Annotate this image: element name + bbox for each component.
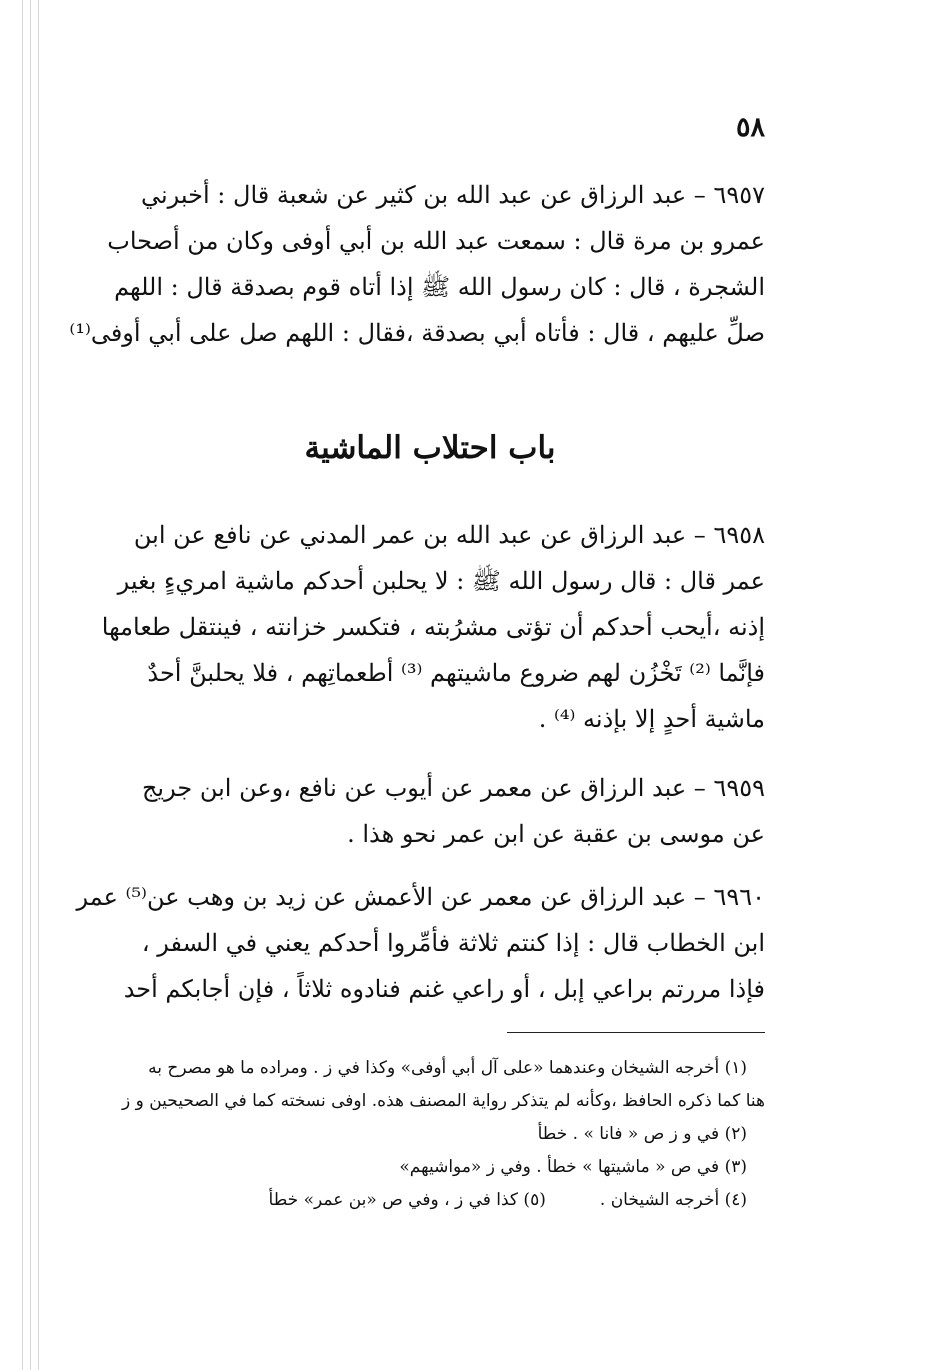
text-line: فإنَّما ⁽²⁾ تَخْزُن لهم ضروع ماشيتهم ⁽³⁾ أطعماتِهم ، فلا يحلبنَّ أحدٌ [147, 659, 765, 687]
hadith-6957 [69, 172, 765, 356]
text-line: ٦٩٥٨ – عبد الرزاق عن عبد الله بن عمر المدني عن نافع عن ابن [133, 521, 765, 549]
text-line: عمر قال : قال رسول الله ﷺ : لا يحلبن أحدكم ماشية امريءٍ بغير [117, 567, 765, 595]
hadith-6960 [76, 874, 765, 1012]
chapter-title: باب احتلاب الماشية [304, 430, 556, 466]
scan-edge-line [22, 0, 23, 1370]
text-line: عن موسى بن عقبة عن ابن عمر نحو هذا . [347, 820, 765, 848]
text-line: إذنه ،أيحب أحدكم أن تؤتى مشرُبته ، فتكسر خزانته ، فينتقل طعامها [101, 613, 765, 641]
text-line: عمرو بن مرة قال : سمعت عبد الله بن أبي أوفى وكان من أصحاب [107, 227, 765, 255]
hadith-6958 [95, 512, 765, 742]
footnote-divider [507, 1032, 765, 1033]
footnote-line: (٢) في و ز ص « فانا » . خطأ [537, 1124, 747, 1144]
scan-edge-line [30, 0, 31, 1370]
hadith-6959 [95, 765, 765, 857]
text-line: ٦٩٥٧ – عبد الرزاق عن عبد الله بن كثير عن شعبة قال : أخبرني [140, 181, 765, 209]
footnote-line: (٣) في ص « ماشيتها » خطأ . وفي ز «مواشيهم» [399, 1157, 747, 1177]
text-line: ٦٩٥٩ – عبد الرزاق عن معمر عن أيوب عن نافع ،وعن ابن جريج [141, 774, 765, 802]
text-line: الشجرة ، قال : كان رسول الله ﷺ إذا أتاه قوم بصدقة قال : اللهم [114, 273, 765, 301]
text-line: ماشية أحدٍ إلا بإذنه ⁽⁴⁾ . [538, 705, 765, 733]
page-number: ٥٨ [735, 112, 765, 143]
scan-edge-line [38, 0, 39, 1370]
footnote-line: (١) أخرجه الشيخان وعندهما «على آل أبي أوفى» وكذا في ز . ومراده ما هو مصرح به [148, 1058, 747, 1078]
text-line: ابن الخطاب قال : إذا كنتم ثلاثة فأمِّروا أحدكم يعني في السفر ، [141, 929, 765, 957]
text-line: ٦٩٦٠ – عبد الرزاق عن معمر عن الأعمش عن زيد بن وهب عن⁽⁵⁾ عمر [76, 883, 765, 911]
text-line: صلِّ عليهم ، قال : فأتاه أبي بصدقة ،فقال : اللهم صل على أبي أوفى⁽¹⁾ [69, 319, 765, 347]
footnote-line: (٤) أخرجه الشيخان . (٥) كذا في ز ، وفي ص «بن عمر» خطأ [268, 1190, 747, 1210]
text-line: فإذا مررتم براعي إبل ، أو راعي غنم فنادوه ثلاثاً ، فإن أجابكم أحد [123, 975, 765, 1003]
footnote-line: هنا كما ذكره الحافظ ،وكأنه لم يتذكر رواية المصنف هذه. اوفى نسخته كما في الصحيحين و ز [121, 1091, 765, 1111]
footnotes [95, 1052, 765, 1217]
